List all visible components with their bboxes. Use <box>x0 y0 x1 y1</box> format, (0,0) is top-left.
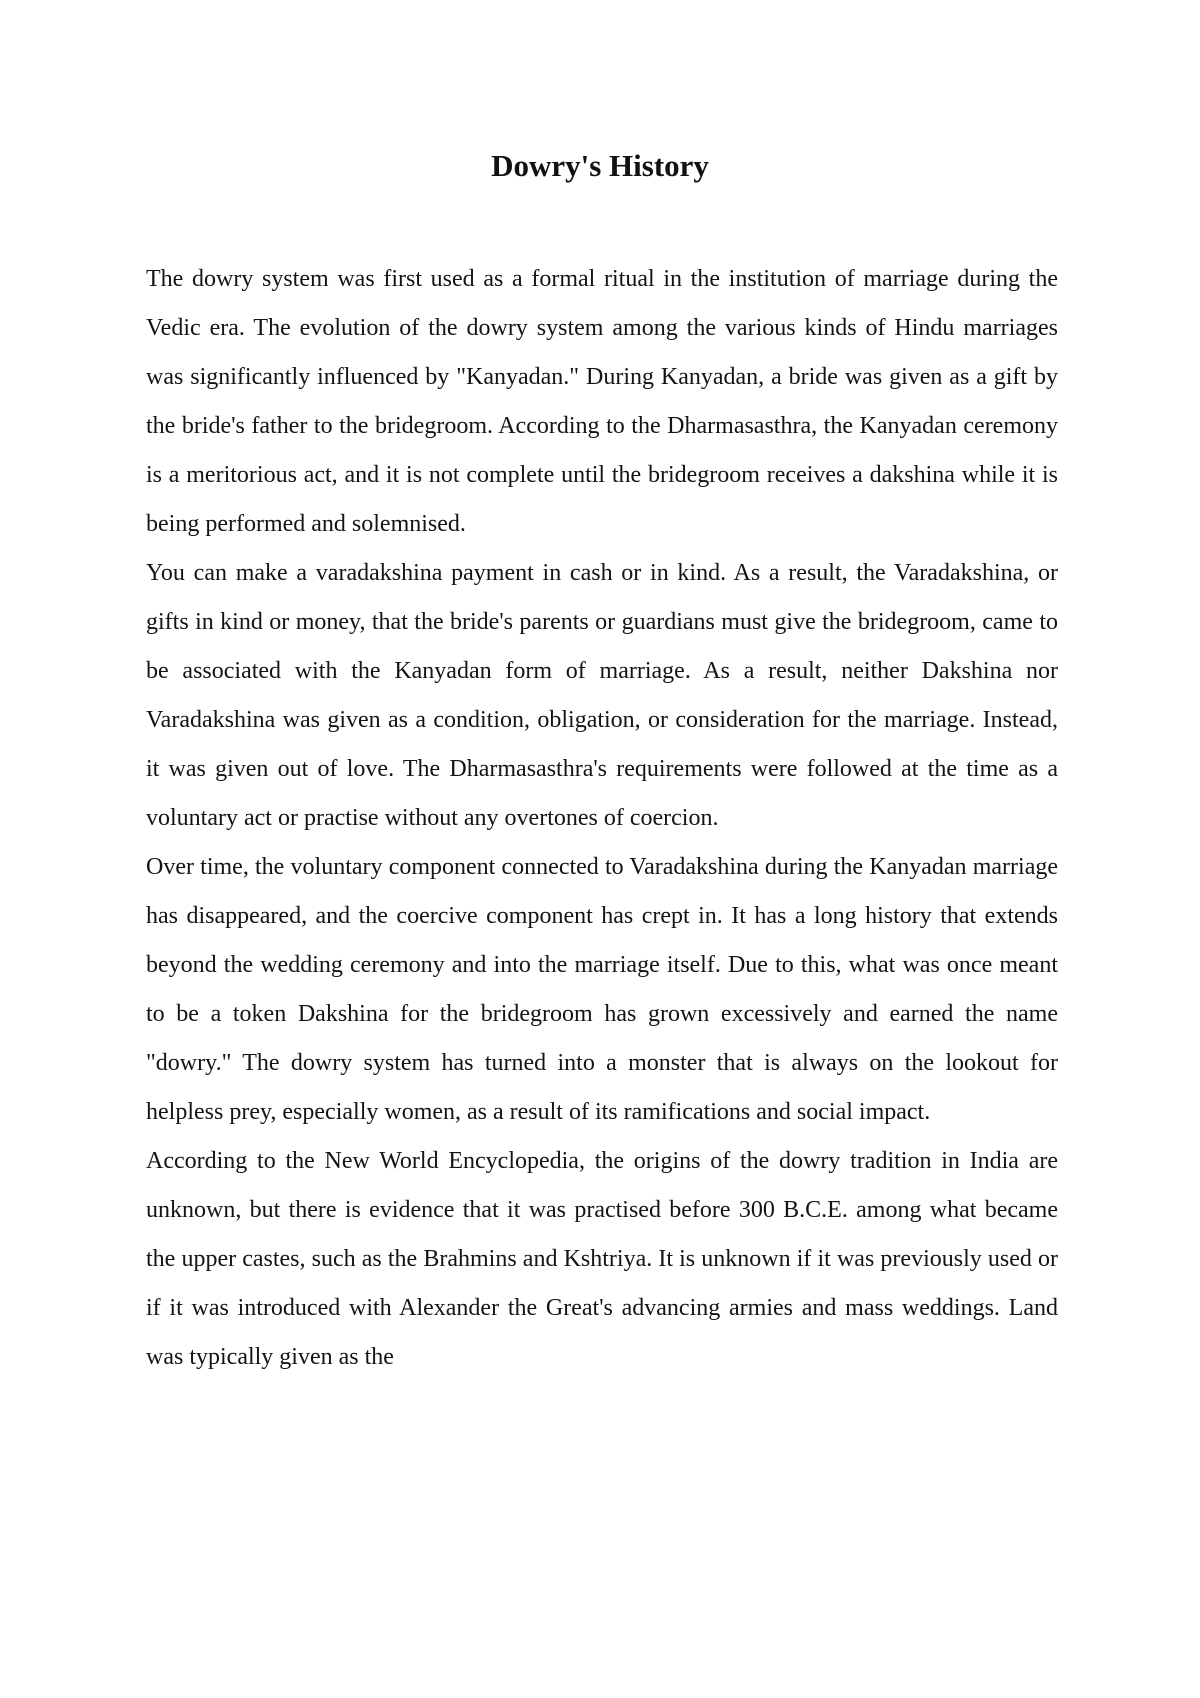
page-title: Dowry's History <box>491 148 709 183</box>
paragraph-3: Over time, the voluntary component connected to Varadakshina during the Kanyadan marriage has disappeared, and the coercive component has crept in. It has a long history that extends beyond the wedding ceremony and into the marriage itself. Due to this, what was once meant to be a token Dakshina for the bridegroom has grown excessively and earned the name "dowry." The dowry system has turned into a monster that is always on the lookout for helpless prey, especially women, as a result of its ramifications and social impact. <box>146 854 1058 1125</box>
body-text <box>146 255 1058 1382</box>
paragraph-4: According to the New World Encyclopedia, the origins of the dowry tradition in India are unknown, but there is evidence that it was practised before 300 B.C.E. among what became the upper castes, such as the Brahmins and Kshtriya. It is unknown if it was previously used or if it was introduced with Alexander the Great's advancing armies and mass weddings. Land was typically given as the <box>146 1148 1058 1370</box>
paragraph-2: You can make a varadakshina payment in cash or in kind. As a result, the Varadakshina, or gifts in kind or money, that the bride's parents or guardians must give the bridegroom, came to be associated with the Kanyadan form of marriage. As a result, neither Dakshina nor Varadakshina was given as a condition, obligation, or consideration for the marriage. Instead, it was given out of love. The Dharmasasthra's requirements were followed at the time as a voluntary act or practise without any overtones of coercion. <box>146 560 1058 831</box>
paragraph-1: The dowry system was first used as a formal ritual in the institution of marriage during the Vedic era. The evolution of the dowry system among the various kinds of Hindu marriages was significantly influenced by "Kanyadan." During Kanyadan, a bride was given as a gift by the bride's father to the bridegroom. According to the Dharmasasthra, the Kanyadan ceremony is a meritorious act, and it is not complete until the bridegroom receives a dakshina while it is being performed and solemnised. <box>146 266 1058 537</box>
